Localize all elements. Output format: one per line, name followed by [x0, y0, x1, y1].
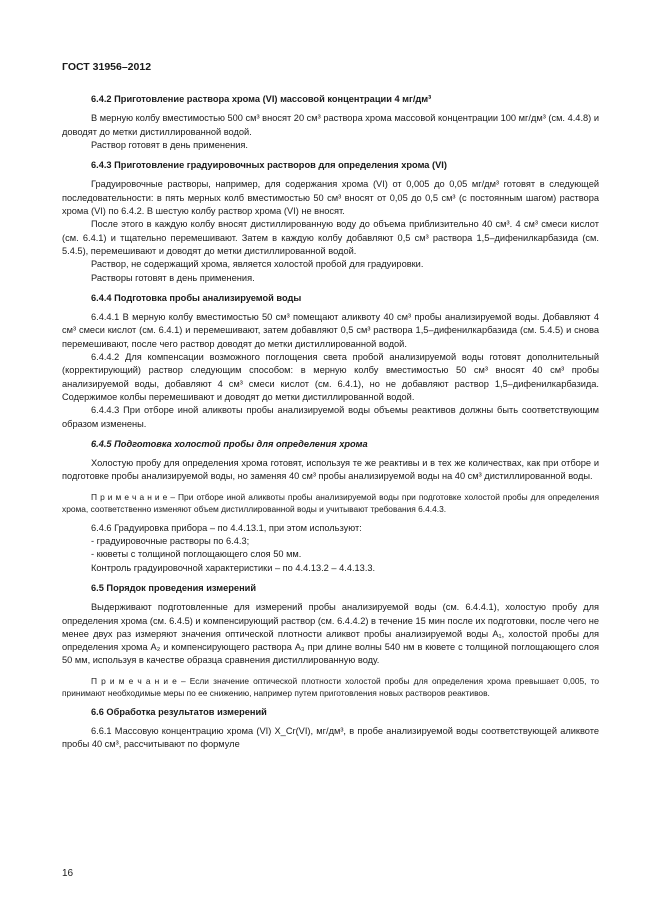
spacer	[62, 668, 599, 675]
section-heading: 6.4.4 Подготовка пробы анализируемой воды	[91, 292, 302, 303]
body-paragraph: После этого в каждую колбу вносят дистиллированную воду до объема приблизительно 40 см³. 4 см³ смеси кислот (см. 6.4.1) и тщательно перемешивают. Затем в каждую колбу добавляют 0,5 см³ раствора 1,5–дифенилкарбазида (см. 5.4.5), перемешивают и доводят до метки дистиллированной водой.	[62, 219, 599, 256]
body-paragraph: Градуировочные растворы, например, для содержания хрома (VI) от 0,005 до 0,05 мг/дм³ готовят в следующей последовательности: в пять мерных колб вместимостью 50 см³ вносят от 0,05 до 0,5 см³ (с постоянным шагом) раствора хрома (VI) по 6.4.2. В шестую колбу раствор хрома (VI) не вносят.	[62, 179, 599, 217]
section-heading: 6.4.2 Приготовление раствора хрома (VI) массовой концентрации 4 мг/дм³	[91, 94, 432, 104]
body-paragraph: 6.4.4.3 При отборе иной аликвоты пробы анализируемой воды объемы реактивов должны быть соответствующим образом изменены.	[62, 405, 599, 429]
note-paragraph: П р и м е ч а н и е – При отборе иной аликвоты пробы анализируемой воды при подготовке холостой пробы для определения хрома, соответственно изменяют объем дистиллированной воды и учитывают требования 6.4.4.3.	[62, 491, 599, 514]
body-paragraph: Растворы готовят в день применения.	[91, 272, 255, 283]
spacer	[62, 575, 599, 582]
body-paragraph: 6.4.4.2 Для компенсации возможного поглощения света пробой анализируемой воды готовят дополнительный (корректирующий) раствор следующим способом: в мерную колбу вместимостью 50 см³ вносят 40 см³ пробы анализируемой воды, добавляют 4 см³ смеси кислот (см. 6.4.1), но не добавляют раствор 1,5–дифенилкарбазида. Содержимое колбы перемешивают и доводят до метки дистиллированной водой.	[62, 352, 599, 402]
section-heading: 6.6 Обработка результатов измерений	[91, 706, 267, 717]
document-body	[62, 93, 599, 752]
page-number: 16	[62, 868, 74, 879]
note-paragraph: П р и м е ч а н и е – Если значение оптической плотности холостой пробы для определения хрома превышает 0,005, то принимают необходимые меры по ее снижению, например путем приготовления новых растворов реактивов.	[62, 675, 599, 698]
spacer	[62, 152, 599, 159]
spacer	[62, 699, 599, 706]
body-paragraph: 6.6.1 Массовую концентрацию хрома (VI) X_Cr(VI), мг/дм³, в пробе анализируемой воды соответствующей аликвоте пробы 40 см³, рассчитывают по формуле	[62, 725, 599, 750]
body-paragraph: Холостую пробу для определения хрома готовят, используя те же реактивы и в тех же количествах, как при отборе и подготовке пробы анализируемой воды, но заменяя 40 см³ пробы анализируемой воды на 40 см³ дистиллированной воды.	[62, 458, 599, 482]
body-paragraph: Раствор, не содержащий хрома, является холостой пробой для градуировки.	[91, 259, 424, 270]
body-paragraph: - градуировочные растворы по 6.4.3;	[91, 536, 250, 547]
section-heading: 6.4.5 Подготовка холостой пробы для определения хрома	[91, 438, 368, 449]
standard-header: ГОСТ 31956–2012	[62, 61, 152, 73]
body-paragraph: Контроль градуировочной характеристики – по 4.4.13.2 – 4.4.13.3.	[91, 562, 376, 573]
body-paragraph: 6.4.6 Градуировка прибора – по 4.4.13.1, при этом используют:	[91, 522, 362, 533]
spacer	[62, 431, 599, 438]
spacer	[62, 285, 599, 292]
body-paragraph: Раствор готовят в день применения.	[91, 139, 249, 150]
section-heading: 6.4.3 Приготовление градуировочных растворов для определения хрома (VI)	[91, 160, 447, 171]
spacer	[62, 484, 599, 491]
body-paragraph: 6.4.4.1 В мерную колбу вместимостью 50 см³ помещают аликвоту 40 см³ пробы анализируемой воды. Добавляют 4 см³ смеси кислот (см. 6.4.1) и перемешивают, затем добавляют 0,5 см³ раствора 1,5–дифенилкарбазида (см. 5.4.5) и снова перемешивают, после чего раствор доводят до метки дистиллированной водой.	[62, 312, 599, 349]
section-heading: 6.5 Порядок проведения измерений	[91, 582, 257, 593]
body-paragraph: - кюветы с толщиной поглощающего слоя 50 мм.	[91, 549, 302, 560]
body-paragraph: Выдерживают подготовленные для измерений пробы анализируемой воды (см. 6.4.4.1), холостую пробу для определения хрома (см. 6.4.5) и компенсирующий раствор (см. 6.4.4.2) в течение 15 мин после их подготовки, после чего не менее двух раз измеряют значения оптической плотности аликвот пробы анализируемой воды A₁, холостой пробы для определения хрома A₂ и компенсирующего раствора A₃ при длине волны 540 нм в кювете с толщиной поглощающего слоя 50 мм, используя в качестве образца сравнения дистиллированную воду.	[62, 602, 599, 666]
spacer	[62, 515, 599, 522]
body-paragraph: В мерную колбу вместимостью 500 см³ вносят 20 см³ раствора хрома массовой концентрации 100 мг/дм³ (см. 4.4.8) и доводят до метки дистиллированной водой.	[62, 113, 599, 137]
